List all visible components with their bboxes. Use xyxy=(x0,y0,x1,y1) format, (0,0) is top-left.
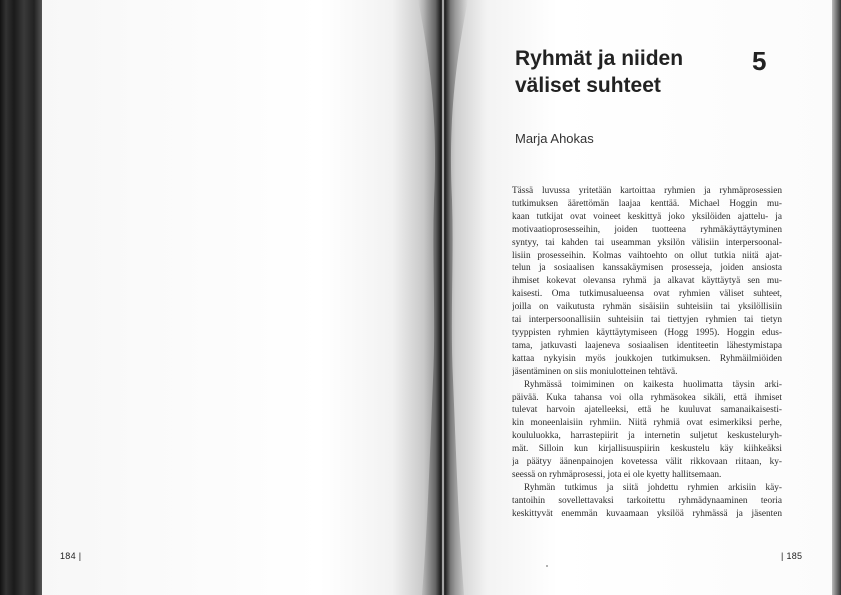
body-line: syntyy, tai kahden tai useamman yksilön välisiin interpersoonal- xyxy=(512,237,782,248)
body-line: Ryhmässä toimiminen on kaikesta huolimatta täysin arki- xyxy=(524,379,782,390)
body-line: kattaa nykyisin myös joukkojen tutkimuksen. Ryhmäilmiöiden xyxy=(512,353,782,364)
body-line: keskittyvät enemmän kuvaamaan yksilöä ryhmässä ja jäsenten xyxy=(512,508,782,519)
body-text xyxy=(512,185,782,521)
book-edge-right xyxy=(832,0,841,595)
body-line: tutkimuksen äärettömän laajaa kenttää. Michael Hoggin mu- xyxy=(512,198,782,209)
body-line: päivää. Kuka tahansa voi olla ryhmäsokea sikäli, että ihmiset xyxy=(512,392,782,403)
body-line: jäsentäminen on siis moniulotteinen tehtävä. xyxy=(512,366,678,377)
body-line: tai interpersoonallisiin suhteisiin tai tiettyjen ryhmien tai tietyn xyxy=(512,315,782,326)
body-line: lisiin prosesseihin. Kolmas vaihtoehto on ollut tutkia niitä ajat- xyxy=(512,250,782,261)
chapter-title-line: Ryhmät ja niiden xyxy=(515,47,684,70)
book-edge-left xyxy=(0,0,42,595)
chapter-title-line: väliset suhteet xyxy=(515,74,661,97)
body-line: kin moneenlaisiin ryhmiin. Niitä ryhmiä ovat esimerkiksi perhe, xyxy=(512,418,782,429)
body-line: koululuokka, harrastepiirit ja internetin suljetut keskusteluryh- xyxy=(512,431,782,442)
page-speck xyxy=(546,565,548,567)
body-line: mät. Silloin kun kirjallisuuspiirin keskustelu käy kiihkeäksi xyxy=(512,444,782,455)
chapter-title xyxy=(515,45,745,99)
body-line: seessä on ryhmäprosessi, jota ei ole kyetty hallitsemaan. xyxy=(512,469,722,480)
body-line: tantoihin sovellettavaksi tarkoitettu ryhmädynaaminen teoria xyxy=(512,495,782,506)
body-line: motivaatioprosesseihin, joiden tuotteena ryhmäkäyttäytyminen xyxy=(512,224,782,235)
chapter-number: 5 xyxy=(752,46,767,76)
body-line: kaan tutkijat ovat voineet keskittyä joko yksilöiden ajattelu- ja xyxy=(512,211,782,222)
body-line: Ryhmän tutkimus ja siitä johdettu ryhmien arkisiin käy- xyxy=(524,482,782,493)
page-number-right: | 185 xyxy=(781,551,803,561)
body-line: ja päätyy äänenpainojen kovetessa välit rikkovaan riitaan, ky- xyxy=(512,457,782,468)
body-line: tulevat harvoin ajatelleeksi, että he kuuluvat samanaikaisesti- xyxy=(512,405,782,416)
body-line: kaisesti. Oma tutkimusalueensa ovat ryhmien väliset suhteet, xyxy=(512,289,782,300)
page-number-left: 184 | xyxy=(60,551,82,561)
body-line: Tässä luvussa yritetään kartoittaa ryhmien ja ryhmäprosessien xyxy=(512,186,782,196)
left-page xyxy=(42,0,440,595)
body-line: ihmiset kokevat olevansa ryhmä ja alkavat käyttäytyä sen mu- xyxy=(512,276,782,287)
body-line: telun ja sosiaalisen kanssakäymisen prosesseja, joiden ansiosta xyxy=(512,263,782,274)
body-line: joilla on vaikutusta ryhmän sisäisiin suhteisiin tai yksilöllisiin xyxy=(512,302,782,313)
body-line: tama, jatkuvasti laajeneva sosiaalisen identiteetin lähestymistapa xyxy=(512,340,782,351)
chapter-author: Marja Ahokas xyxy=(515,131,594,146)
body-line: tyyppisten ryhmien käyttäytymiseen (Hogg 1995). Hoggin edus- xyxy=(512,327,782,338)
